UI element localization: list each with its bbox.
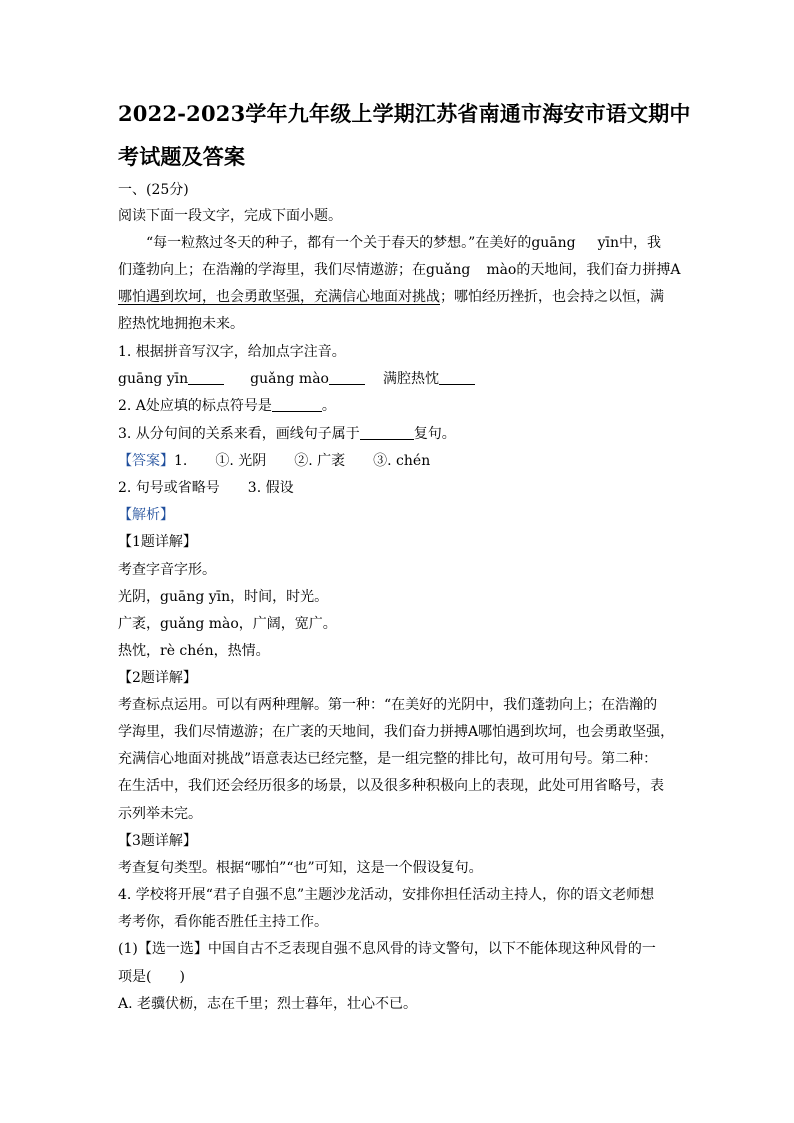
passage-text: “每一粒熬过冬天的种子，都有一个关于春天的梦想。”在美好的 <box>146 235 532 251</box>
question-4-sub-1: (1)【选一选】中国自古不乏表现自强不息风骨的诗文警句，以下不能体现这种风骨的一 <box>118 941 656 957</box>
question-text: 。 <box>321 398 336 414</box>
pinyin: guǎng <box>426 262 471 278</box>
detail-3-heading: 【3题详解】 <box>118 833 197 849</box>
analysis-label: 【解析】 <box>118 507 174 523</box>
pinyin: yīn <box>597 235 620 251</box>
instruction-text: 阅读下面一段文字，完成下面小题。 <box>118 208 342 224</box>
passage-text: ；哪怕经历挫折，也会持之以恒，满 <box>440 289 664 305</box>
passage-line-1 <box>146 234 661 252</box>
detail-3-line: 考查复句类型。根据“哪怕”“也”可知，这是一个假设复句。 <box>118 860 483 876</box>
answer-blank <box>329 370 365 385</box>
q1-item-3: 满腔热忱 <box>382 371 439 387</box>
page-title-line2: 考试题及答案 <box>118 144 246 169</box>
passage-line-4: 腔热忱地拥抱未来。 <box>118 316 244 332</box>
detail-2-line: 示列举未完。 <box>118 806 202 822</box>
underlined-sentence: 哪怕遇到坎坷，也会勇敢坚强，充满信心地面对挑战 <box>118 289 440 305</box>
detail-1-line: 光阴，guāng yīn，时间，时光。 <box>118 589 329 605</box>
passage-line-2 <box>118 261 681 279</box>
question-3 <box>118 425 456 443</box>
pinyin: guāng <box>531 235 576 251</box>
detail-2-line: 充满信心地面对挑战”语意表达已经完整，是一组完整的排比句，故可用句号。第二种： <box>118 751 658 767</box>
detail-1-heading: 【1题详解】 <box>118 534 197 550</box>
answer-label: 【答案】 <box>118 453 174 469</box>
passage-text: 中，我 <box>619 235 662 251</box>
question-4-sub-1: 项是( ) <box>118 969 185 985</box>
pinyin: mào <box>486 262 517 278</box>
detail-2-line: 学海里，我们尽情遨游；在广袤的天地间，我们奋力拼搏A哪怕遇到坎坷，也会勇敢坚强， <box>118 724 675 740</box>
question-1-items <box>118 370 475 388</box>
question-text: 2. A处应填的标点符号是 <box>118 398 272 414</box>
answer-text: 1. ①. 光阴 ②. 广袤 ③. chén <box>174 453 431 469</box>
detail-1-line: 广袤，guǎng mào，广阔，宽广。 <box>118 616 337 632</box>
detail-1-line: 考查字音字形。 <box>118 562 216 578</box>
question-text: 3. 从分句间的关系来看，画线句子属于 <box>118 426 360 442</box>
answer-blank <box>360 425 414 440</box>
passage-text: 们蓬勃向上；在浩瀚的学海里，我们尽情遨游；在 <box>118 262 426 278</box>
section-header: 一、(25分) <box>118 182 189 198</box>
page-title-line1: 2022-2023学年九年级上学期江苏省南通市海安市语文期中 <box>118 101 691 126</box>
question-text: 复句。 <box>413 426 456 442</box>
q1-item-2: guǎng mào <box>250 371 329 387</box>
option-a: A. 老骥伏枥，志在千里；烈士暮年，壮心不已。 <box>118 996 418 1012</box>
question-1: 1. 根据拼音写汉字，给加点字注音。 <box>118 344 346 360</box>
answer-line-1 <box>118 452 430 470</box>
answer-blank <box>439 370 475 385</box>
detail-1-line: 热忱，rè chén，热情。 <box>118 643 270 659</box>
answer-blank <box>188 370 224 385</box>
detail-2-line: 在生活中，我们还会经历很多的场景，以及很多种积极向上的表现，此处可用省略号，表 <box>118 778 664 794</box>
question-4-line: 考考你，看你能否胜任主持工作。 <box>118 914 328 930</box>
answer-line-2: 2. 句号或省略号 3. 假设 <box>118 480 294 496</box>
detail-2-line: 考查标点运用。可以有两种理解。第一种：“在美好的光阴中，我们蓬勃向上；在浩瀚的 <box>118 697 658 713</box>
passage-line-3 <box>118 288 664 306</box>
answer-blank <box>272 397 322 412</box>
question-2 <box>118 397 336 415</box>
q1-item-1: guāng yīn <box>118 371 189 387</box>
detail-2-heading: 【2题详解】 <box>118 670 197 686</box>
passage-text: 的天地间，我们奋力拼搏A <box>516 262 681 278</box>
question-4-line: 4. 学校将开展“君子自强不息”主题沙龙活动，安排你担任活动主持人，你的语文老师想 <box>118 887 655 903</box>
